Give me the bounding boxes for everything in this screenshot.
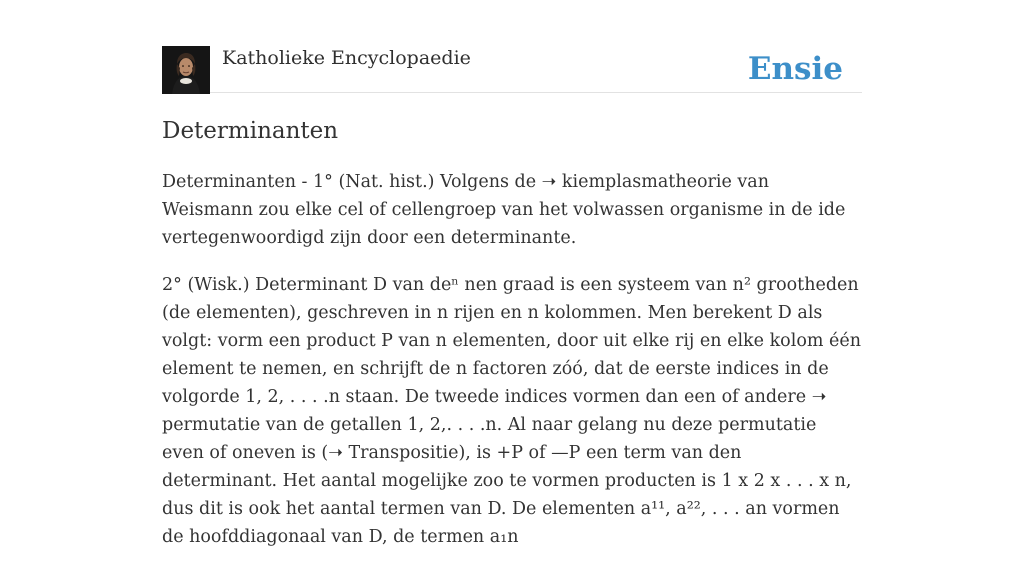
article-paragraph: 2° (Wisk.) Determinant D van deⁿ nen graad is een systeem van n² grootheden (de elementen), geschreven in n rijen en n kolommen. Men berekent D als volgt: vorm een product P van n elementen, door uit elke rij en elke kolom één element te nemen, en schrijft de n factoren zóó, dat de eerste indices in de volgorde 1, 2, . . . .n staan. De tweede indices vormen dan een of andere ➝ permutatie van de getallen 1, 2,. . . .n. Al naar gelang nu deze permutatie even of oneven is (➝ Transpositie), is +P of —P een term van den determinant. Het aantal mogelijke zoo te vormen producten is 1 x 2 x . . . x n, dus dit is ook het aantal termen van D. De elementen a¹¹, a²², . . . an vormen de hoofddiagonaal van D, de termen a₁n — [162, 275, 861, 547]
portrait-icon — [162, 46, 210, 94]
page-title: Determinanten — [162, 118, 339, 144]
article-body — [162, 168, 862, 570]
brand-logo[interactable]: Ensie — [747, 51, 843, 87]
site-name[interactable]: Katholieke Encyclopaedie — [222, 47, 471, 69]
avatar[interactable] — [162, 46, 210, 94]
article-paragraph: Determinanten - 1° (Nat. hist.) Volgens de ➝ kiemplasmatheorie van Weismann zou elke cel of cellengroep van het volwassen organisme in de ide vertegenwoordigd zijn door een determinante. — [162, 172, 846, 248]
site-header — [162, 46, 862, 93]
